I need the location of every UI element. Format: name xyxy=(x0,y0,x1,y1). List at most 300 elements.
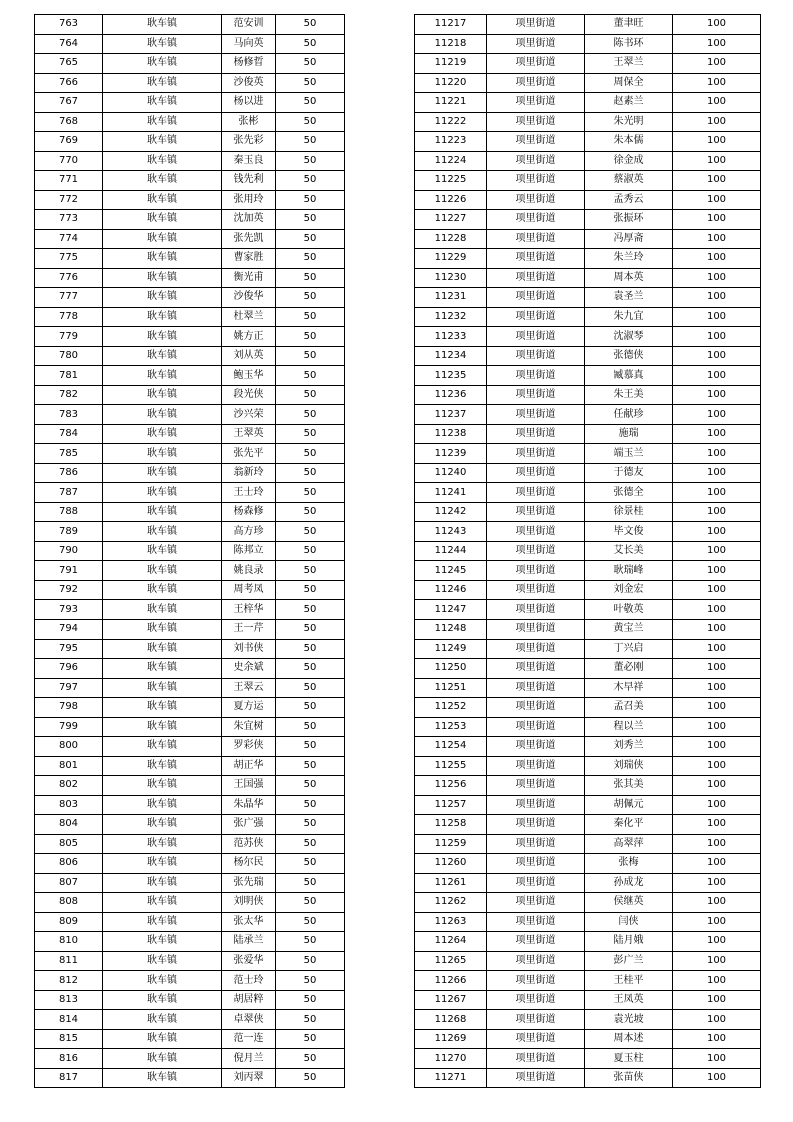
name-cell: 丁兴启 xyxy=(585,639,673,659)
table-row xyxy=(415,834,761,854)
serial-number-cell: 11257 xyxy=(415,795,487,815)
table-row xyxy=(415,307,761,327)
name-cell: 张先平 xyxy=(222,444,276,464)
serial-number-cell: 11270 xyxy=(415,1049,487,1069)
amount-cell: 100 xyxy=(673,951,761,971)
serial-number-cell: 11238 xyxy=(415,424,487,444)
amount-cell: 100 xyxy=(673,483,761,503)
table-row xyxy=(35,463,345,483)
serial-number-cell: 11243 xyxy=(415,522,487,542)
name-cell: 彭广兰 xyxy=(585,951,673,971)
amount-cell: 50 xyxy=(276,659,345,679)
name-cell: 张先凯 xyxy=(222,229,276,249)
amount-cell: 50 xyxy=(276,912,345,932)
serial-number-cell: 771 xyxy=(35,171,103,191)
table-row xyxy=(415,1010,761,1030)
serial-number-cell: 810 xyxy=(35,932,103,952)
name-cell: 张先彩 xyxy=(222,132,276,152)
town-cell: 耿车镇 xyxy=(103,327,222,347)
amount-cell: 100 xyxy=(673,776,761,796)
town-cell: 项里街道 xyxy=(487,171,585,191)
name-cell: 史余斌 xyxy=(222,659,276,679)
town-cell: 项里街道 xyxy=(487,932,585,952)
serial-number-cell: 787 xyxy=(35,483,103,503)
amount-cell: 50 xyxy=(276,971,345,991)
table-row xyxy=(35,971,345,991)
table-row xyxy=(415,873,761,893)
table-row xyxy=(415,678,761,698)
table-row xyxy=(35,151,345,171)
town-cell: 耿车镇 xyxy=(103,951,222,971)
serial-number-cell: 784 xyxy=(35,424,103,444)
name-cell: 沙俊英 xyxy=(222,73,276,93)
name-cell: 张德侠 xyxy=(585,346,673,366)
table-row xyxy=(35,385,345,405)
amount-cell: 50 xyxy=(276,229,345,249)
serial-number-cell: 794 xyxy=(35,619,103,639)
name-cell: 杨以进 xyxy=(222,93,276,113)
serial-number-cell: 806 xyxy=(35,854,103,874)
name-cell: 王士玲 xyxy=(222,483,276,503)
amount-cell: 50 xyxy=(276,932,345,952)
table-row xyxy=(35,190,345,210)
name-cell: 刘瑞侠 xyxy=(585,756,673,776)
name-cell: 朱晶华 xyxy=(222,795,276,815)
table-row xyxy=(35,951,345,971)
name-cell: 朱本儒 xyxy=(585,132,673,152)
amount-cell: 100 xyxy=(673,932,761,952)
table-row xyxy=(415,561,761,581)
table-row xyxy=(415,483,761,503)
table-row xyxy=(415,990,761,1010)
town-cell: 项里街道 xyxy=(487,132,585,152)
table-row xyxy=(35,1029,345,1049)
table-row xyxy=(35,1010,345,1030)
name-cell: 张先瑞 xyxy=(222,873,276,893)
town-cell: 耿车镇 xyxy=(103,54,222,74)
name-cell: 王梓华 xyxy=(222,600,276,620)
table-row xyxy=(415,698,761,718)
town-cell: 耿车镇 xyxy=(103,288,222,308)
serial-number-cell: 11225 xyxy=(415,171,487,191)
table-row xyxy=(415,502,761,522)
town-cell: 耿车镇 xyxy=(103,385,222,405)
name-cell: 袁光坡 xyxy=(585,1010,673,1030)
name-cell: 周本述 xyxy=(585,1029,673,1049)
name-cell: 刘金宏 xyxy=(585,580,673,600)
serial-number-cell: 807 xyxy=(35,873,103,893)
table-row xyxy=(35,834,345,854)
serial-number-cell: 796 xyxy=(35,659,103,679)
town-cell: 项里街道 xyxy=(487,73,585,93)
name-cell: 蔡淑英 xyxy=(585,171,673,191)
name-cell: 刘明侠 xyxy=(222,893,276,913)
town-cell: 项里街道 xyxy=(487,210,585,230)
serial-number-cell: 11229 xyxy=(415,249,487,269)
name-cell: 周本英 xyxy=(585,268,673,288)
amount-cell: 100 xyxy=(673,541,761,561)
amount-cell: 50 xyxy=(276,776,345,796)
serial-number-cell: 790 xyxy=(35,541,103,561)
name-cell: 张德全 xyxy=(585,483,673,503)
serial-number-cell: 11253 xyxy=(415,717,487,737)
amount-cell: 100 xyxy=(673,405,761,425)
name-cell: 王国强 xyxy=(222,776,276,796)
town-cell: 项里街道 xyxy=(487,580,585,600)
amount-cell: 50 xyxy=(276,190,345,210)
town-cell: 耿车镇 xyxy=(103,1068,222,1088)
town-cell: 项里街道 xyxy=(487,54,585,74)
town-cell: 项里街道 xyxy=(487,34,585,54)
town-cell: 项里街道 xyxy=(487,717,585,737)
table-row xyxy=(35,54,345,74)
town-cell: 耿车镇 xyxy=(103,1029,222,1049)
serial-number-cell: 11227 xyxy=(415,210,487,230)
town-cell: 耿车镇 xyxy=(103,522,222,542)
name-cell: 任献珍 xyxy=(585,405,673,425)
serial-number-cell: 813 xyxy=(35,990,103,1010)
serial-number-cell: 11223 xyxy=(415,132,487,152)
serial-number-cell: 800 xyxy=(35,737,103,757)
serial-number-cell: 801 xyxy=(35,756,103,776)
town-cell: 项里街道 xyxy=(487,229,585,249)
town-cell: 耿车镇 xyxy=(103,619,222,639)
name-cell: 朱宜树 xyxy=(222,717,276,737)
town-cell: 耿车镇 xyxy=(103,912,222,932)
serial-number-cell: 11240 xyxy=(415,463,487,483)
town-cell: 项里街道 xyxy=(487,346,585,366)
town-cell: 耿车镇 xyxy=(103,659,222,679)
table-row xyxy=(35,854,345,874)
town-cell: 耿车镇 xyxy=(103,424,222,444)
left-roster-table xyxy=(34,14,345,1088)
serial-number-cell: 11220 xyxy=(415,73,487,93)
serial-number-cell: 11233 xyxy=(415,327,487,347)
name-cell: 陈邦立 xyxy=(222,541,276,561)
serial-number-cell: 11231 xyxy=(415,288,487,308)
name-cell: 罗彩侠 xyxy=(222,737,276,757)
town-cell: 耿车镇 xyxy=(103,483,222,503)
amount-cell: 50 xyxy=(276,1068,345,1088)
amount-cell: 100 xyxy=(673,15,761,35)
serial-number-cell: 765 xyxy=(35,54,103,74)
town-cell: 耿车镇 xyxy=(103,73,222,93)
name-cell: 沈淑琴 xyxy=(585,327,673,347)
town-cell: 耿车镇 xyxy=(103,639,222,659)
name-cell: 杨森修 xyxy=(222,502,276,522)
amount-cell: 50 xyxy=(276,678,345,698)
town-cell: 项里街道 xyxy=(487,307,585,327)
serial-number-cell: 778 xyxy=(35,307,103,327)
town-cell: 项里街道 xyxy=(487,815,585,835)
town-cell: 耿车镇 xyxy=(103,268,222,288)
table-row xyxy=(35,873,345,893)
table-row xyxy=(415,463,761,483)
table-row xyxy=(35,698,345,718)
amount-cell: 100 xyxy=(673,151,761,171)
table-row xyxy=(35,776,345,796)
serial-number-cell: 11248 xyxy=(415,619,487,639)
name-cell: 范士玲 xyxy=(222,971,276,991)
table-row xyxy=(35,132,345,152)
table-row xyxy=(35,93,345,113)
amount-cell: 50 xyxy=(276,502,345,522)
name-cell: 马向英 xyxy=(222,34,276,54)
table-row xyxy=(35,580,345,600)
name-cell: 袁圣兰 xyxy=(585,288,673,308)
amount-cell: 50 xyxy=(276,288,345,308)
name-cell: 朱光明 xyxy=(585,112,673,132)
town-cell: 耿车镇 xyxy=(103,580,222,600)
table-row xyxy=(35,502,345,522)
table-row xyxy=(415,1068,761,1088)
amount-cell: 100 xyxy=(673,815,761,835)
table-row xyxy=(415,229,761,249)
amount-cell: 50 xyxy=(276,619,345,639)
name-cell: 王桂平 xyxy=(585,971,673,991)
serial-number-cell: 11261 xyxy=(415,873,487,893)
town-cell: 耿车镇 xyxy=(103,698,222,718)
town-cell: 项里街道 xyxy=(487,678,585,698)
serial-number-cell: 11246 xyxy=(415,580,487,600)
table-row xyxy=(415,171,761,191)
name-cell: 孙成龙 xyxy=(585,873,673,893)
table-row xyxy=(415,737,761,757)
serial-number-cell: 11232 xyxy=(415,307,487,327)
name-cell: 张苗侠 xyxy=(585,1068,673,1088)
table-row xyxy=(35,600,345,620)
town-cell: 项里街道 xyxy=(487,463,585,483)
amount-cell: 100 xyxy=(673,639,761,659)
town-cell: 项里街道 xyxy=(487,483,585,503)
town-cell: 项里街道 xyxy=(487,112,585,132)
amount-cell: 100 xyxy=(673,522,761,542)
town-cell: 耿车镇 xyxy=(103,190,222,210)
town-cell: 耿车镇 xyxy=(103,502,222,522)
name-cell: 朱王美 xyxy=(585,385,673,405)
town-cell: 耿车镇 xyxy=(103,93,222,113)
serial-number-cell: 770 xyxy=(35,151,103,171)
name-cell: 倪月兰 xyxy=(222,1049,276,1069)
table-row xyxy=(35,893,345,913)
serial-number-cell: 11259 xyxy=(415,834,487,854)
table-row xyxy=(415,190,761,210)
name-cell: 冯厚斋 xyxy=(585,229,673,249)
serial-number-cell: 11247 xyxy=(415,600,487,620)
amount-cell: 100 xyxy=(673,73,761,93)
table-row xyxy=(35,619,345,639)
table-row xyxy=(35,717,345,737)
amount-cell: 100 xyxy=(673,1010,761,1030)
table-row xyxy=(415,405,761,425)
table-row xyxy=(415,327,761,347)
serial-number-cell: 817 xyxy=(35,1068,103,1088)
amount-cell: 100 xyxy=(673,463,761,483)
amount-cell: 100 xyxy=(673,834,761,854)
amount-cell: 50 xyxy=(276,717,345,737)
name-cell: 秦玉良 xyxy=(222,151,276,171)
serial-number-cell: 808 xyxy=(35,893,103,913)
town-cell: 耿车镇 xyxy=(103,249,222,269)
name-cell: 木早祥 xyxy=(585,678,673,698)
town-cell: 项里街道 xyxy=(487,424,585,444)
amount-cell: 100 xyxy=(673,873,761,893)
table-row xyxy=(35,34,345,54)
serial-number-cell: 789 xyxy=(35,522,103,542)
amount-cell: 100 xyxy=(673,502,761,522)
amount-cell: 50 xyxy=(276,93,345,113)
table-row xyxy=(35,229,345,249)
table-row xyxy=(35,483,345,503)
town-cell: 项里街道 xyxy=(487,405,585,425)
table-row xyxy=(35,561,345,581)
serial-number-cell: 11217 xyxy=(415,15,487,35)
table-row xyxy=(35,366,345,386)
amount-cell: 50 xyxy=(276,112,345,132)
name-cell: 叶敬英 xyxy=(585,600,673,620)
name-cell: 孟秀云 xyxy=(585,190,673,210)
table-row xyxy=(415,912,761,932)
table-row xyxy=(35,307,345,327)
serial-number-cell: 775 xyxy=(35,249,103,269)
serial-number-cell: 11267 xyxy=(415,990,487,1010)
table-row xyxy=(35,268,345,288)
amount-cell: 50 xyxy=(276,698,345,718)
amount-cell: 50 xyxy=(276,600,345,620)
name-cell: 张太华 xyxy=(222,912,276,932)
serial-number-cell: 11262 xyxy=(415,893,487,913)
name-cell: 高翠萍 xyxy=(585,834,673,854)
town-cell: 项里街道 xyxy=(487,541,585,561)
table-row xyxy=(415,1029,761,1049)
amount-cell: 100 xyxy=(673,893,761,913)
name-cell: 程以兰 xyxy=(585,717,673,737)
amount-cell: 100 xyxy=(673,366,761,386)
name-cell: 鲍玉华 xyxy=(222,366,276,386)
town-cell: 项里街道 xyxy=(487,151,585,171)
table-row xyxy=(35,327,345,347)
name-cell: 刘秀兰 xyxy=(585,737,673,757)
table-row xyxy=(415,815,761,835)
town-cell: 项里街道 xyxy=(487,737,585,757)
town-cell: 项里街道 xyxy=(487,366,585,386)
serial-number-cell: 780 xyxy=(35,346,103,366)
name-cell: 杨尔民 xyxy=(222,854,276,874)
table-row xyxy=(415,580,761,600)
table-row xyxy=(35,541,345,561)
town-cell: 耿车镇 xyxy=(103,405,222,425)
town-cell: 耿车镇 xyxy=(103,541,222,561)
town-cell: 耿车镇 xyxy=(103,873,222,893)
serial-number-cell: 776 xyxy=(35,268,103,288)
town-cell: 项里街道 xyxy=(487,854,585,874)
town-cell: 耿车镇 xyxy=(103,112,222,132)
serial-number-cell: 11237 xyxy=(415,405,487,425)
serial-number-cell: 768 xyxy=(35,112,103,132)
amount-cell: 50 xyxy=(276,444,345,464)
serial-number-cell: 11242 xyxy=(415,502,487,522)
name-cell: 翁新玲 xyxy=(222,463,276,483)
serial-number-cell: 816 xyxy=(35,1049,103,1069)
table-row xyxy=(415,210,761,230)
table-row xyxy=(35,112,345,132)
serial-number-cell: 783 xyxy=(35,405,103,425)
amount-cell: 50 xyxy=(276,15,345,35)
table-row xyxy=(415,151,761,171)
amount-cell: 50 xyxy=(276,346,345,366)
town-cell: 项里街道 xyxy=(487,600,585,620)
name-cell: 董必刚 xyxy=(585,659,673,679)
serial-number-cell: 11245 xyxy=(415,561,487,581)
amount-cell: 50 xyxy=(276,854,345,874)
town-cell: 项里街道 xyxy=(487,190,585,210)
name-cell: 杜翠兰 xyxy=(222,307,276,327)
table-row xyxy=(415,971,761,991)
town-cell: 耿车镇 xyxy=(103,1049,222,1069)
serial-number-cell: 804 xyxy=(35,815,103,835)
serial-number-cell: 11269 xyxy=(415,1029,487,1049)
serial-number-cell: 11263 xyxy=(415,912,487,932)
amount-cell: 100 xyxy=(673,1029,761,1049)
table-row xyxy=(415,366,761,386)
table-row xyxy=(415,1049,761,1069)
amount-cell: 100 xyxy=(673,444,761,464)
table-row xyxy=(415,132,761,152)
amount-cell: 50 xyxy=(276,34,345,54)
town-cell: 项里街道 xyxy=(487,249,585,269)
table-row xyxy=(35,288,345,308)
serial-number-cell: 11226 xyxy=(415,190,487,210)
table-row xyxy=(415,112,761,132)
serial-number-cell: 11235 xyxy=(415,366,487,386)
serial-number-cell: 798 xyxy=(35,698,103,718)
name-cell: 刘丙翠 xyxy=(222,1068,276,1088)
town-cell: 耿车镇 xyxy=(103,307,222,327)
amount-cell: 50 xyxy=(276,873,345,893)
town-cell: 耿车镇 xyxy=(103,561,222,581)
name-cell: 衡光甫 xyxy=(222,268,276,288)
name-cell: 张振环 xyxy=(585,210,673,230)
table-row xyxy=(415,424,761,444)
town-cell: 项里街道 xyxy=(487,893,585,913)
amount-cell: 100 xyxy=(673,268,761,288)
town-cell: 项里街道 xyxy=(487,288,585,308)
serial-number-cell: 791 xyxy=(35,561,103,581)
name-cell: 黄宝兰 xyxy=(585,619,673,639)
table-row xyxy=(35,444,345,464)
table-row xyxy=(415,619,761,639)
table-row xyxy=(35,912,345,932)
name-cell: 夏方运 xyxy=(222,698,276,718)
name-cell: 张爱华 xyxy=(222,951,276,971)
table-row xyxy=(35,210,345,230)
serial-number-cell: 769 xyxy=(35,132,103,152)
town-cell: 耿车镇 xyxy=(103,756,222,776)
name-cell: 王凤英 xyxy=(585,990,673,1010)
name-cell: 朱兰玲 xyxy=(585,249,673,269)
serial-number-cell: 11224 xyxy=(415,151,487,171)
name-cell: 端玉兰 xyxy=(585,444,673,464)
serial-number-cell: 11244 xyxy=(415,541,487,561)
town-cell: 项里街道 xyxy=(487,795,585,815)
table-row xyxy=(415,522,761,542)
serial-number-cell: 766 xyxy=(35,73,103,93)
serial-number-cell: 11236 xyxy=(415,385,487,405)
amount-cell: 100 xyxy=(673,210,761,230)
table-row xyxy=(415,444,761,464)
table-row xyxy=(35,405,345,425)
name-cell: 杨修晢 xyxy=(222,54,276,74)
